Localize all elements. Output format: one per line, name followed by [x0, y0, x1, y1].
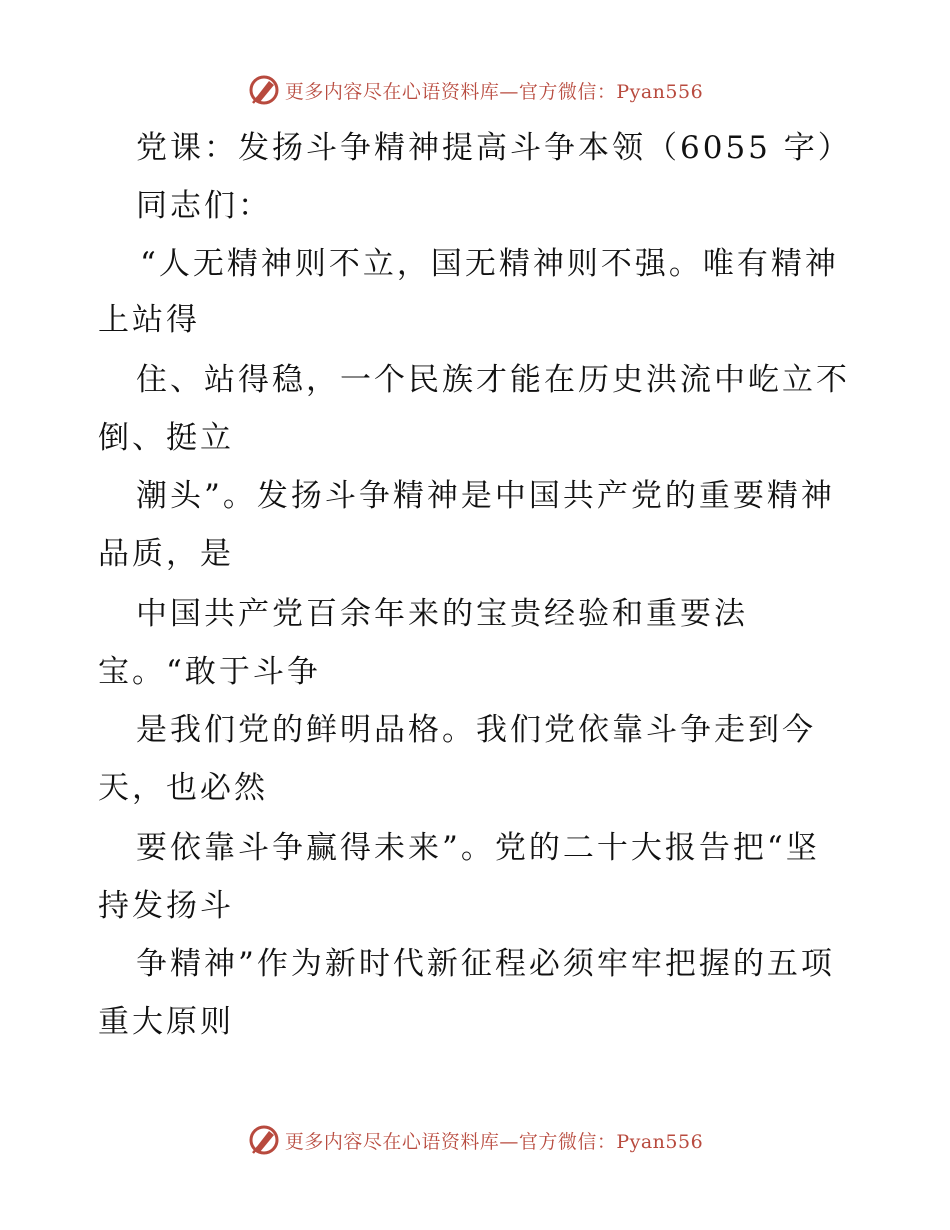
text-line: 中国共产党百余年来的宝贵经验和重要法 — [136, 596, 748, 632]
text-line: 上站得 — [98, 302, 200, 338]
text-line: 重大原则 — [98, 1004, 234, 1040]
text-line: 天，也必然 — [98, 770, 268, 806]
header-watermark — [0, 70, 950, 110]
quill-logo-icon — [247, 1123, 281, 1157]
text-line: 是我们党的鲜明品格。我们党依靠斗争走到今 — [136, 712, 816, 748]
quill-logo-icon — [247, 73, 281, 107]
text-line: 争精神”作为新时代新征程必须牢牢把握的五项 — [136, 946, 835, 982]
text-line: 品质，是 — [98, 536, 234, 572]
text-line: 要依靠斗争赢得未来”。党的二十大报告把“坚 — [136, 830, 820, 866]
text-line: 宝。“敢于斗争 — [98, 654, 321, 690]
document-title: 党课：发扬斗争精神提高斗争本领（6055 字） — [136, 130, 852, 166]
footer-watermark — [0, 1120, 950, 1160]
watermark-text: 更多内容尽在心语资料库—官方微信：Pyan556 — [284, 1130, 704, 1153]
watermark-text: 更多内容尽在心语资料库—官方微信：Pyan556 — [284, 80, 704, 103]
text-line: 潮头”。发扬斗争精神是中国共产党的重要精神 — [136, 478, 835, 514]
text-line: 持发扬斗 — [98, 888, 234, 924]
salutation: 同志们： — [136, 188, 272, 224]
text-line: 住、站得稳，一个民族才能在历史洪流中屹立不 — [136, 362, 850, 398]
text-line: “人无精神则不立，国无精神则不强。唯有精神 — [140, 246, 839, 282]
text-line: 倒、挺立 — [98, 420, 234, 456]
